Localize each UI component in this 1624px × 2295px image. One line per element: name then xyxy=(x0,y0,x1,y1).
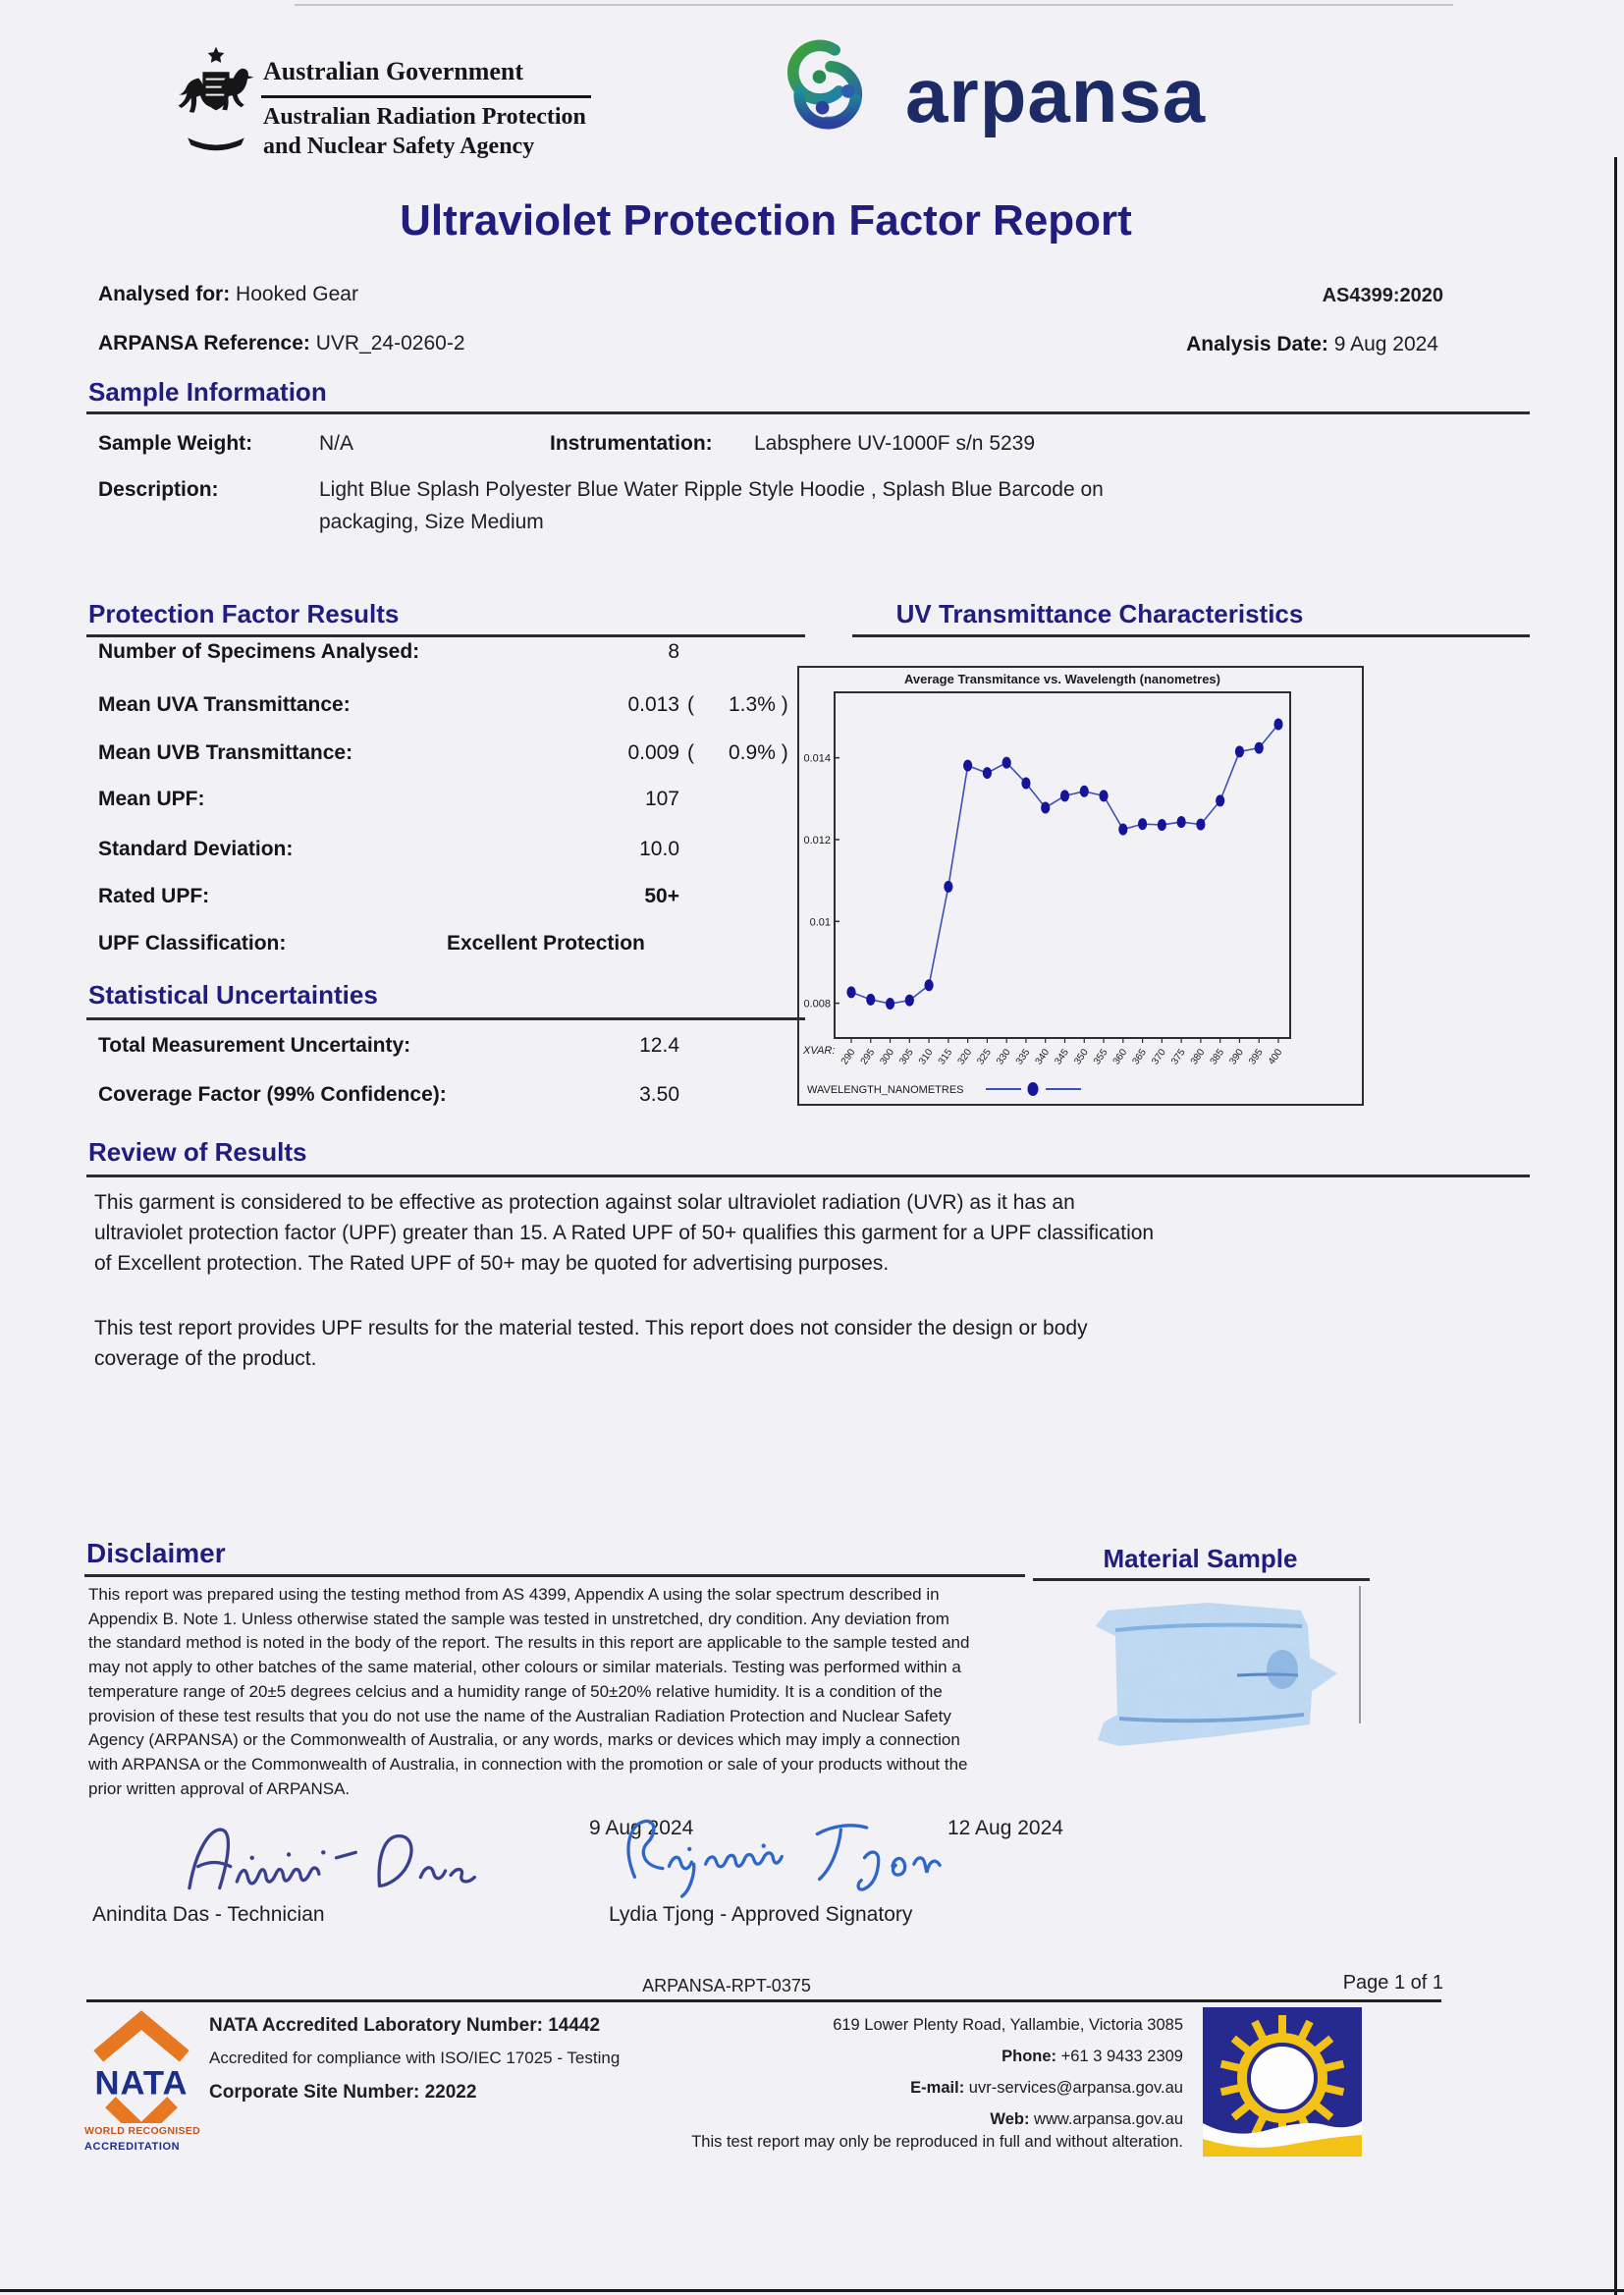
svg-text:290: 290 xyxy=(839,1047,858,1067)
nata-compliance: Accredited for compliance with ISO/IEC 17025 - Testing xyxy=(209,2049,621,2067)
nata-logo xyxy=(86,2009,196,2123)
svg-text:NATA: NATA xyxy=(94,2064,189,2103)
arpansa-sun-logo xyxy=(1203,2007,1362,2157)
result-label: UPF Classification: xyxy=(98,932,287,955)
scan-edge-top xyxy=(295,4,1453,6)
disclaimer-underline xyxy=(84,1574,1025,1577)
uncertainty-value: 3.50 xyxy=(639,1083,679,1106)
email-value: uvr-services@arpansa.gov.au xyxy=(968,2079,1183,2097)
gov-divider xyxy=(261,95,591,98)
svg-text:305: 305 xyxy=(897,1047,916,1067)
reference-label: ARPANSA Reference: xyxy=(98,332,310,355)
svg-text:350: 350 xyxy=(1072,1047,1091,1067)
result-value: 8 xyxy=(668,640,679,663)
description-label: Description: xyxy=(98,478,219,501)
sample-information-underline xyxy=(86,411,1530,414)
result-value: 0.009 xyxy=(627,741,679,764)
result-value: 0.013 xyxy=(627,693,679,716)
review-paragraph-2: This test report provides UPF results for the material tested. This report does not consider the design or body coverage of the product. xyxy=(94,1317,1088,1370)
svg-text:310: 310 xyxy=(916,1047,936,1067)
review-paragraph-1: This garment is considered to be effective as protection against solar ultraviolet radiation (UVR) as it has an ultraviolet protection factor (UPF) greater than 15. A Rated UPF of 50+ qualifies this garment for a UPF classification of Excellent protection. The Rated UPF of 50+ may be quoted for advertising purposes. xyxy=(94,1191,1155,1275)
material-sample-underline xyxy=(1033,1578,1370,1581)
chart-section-heading: UV Transmittance Characteristics xyxy=(895,599,1304,628)
result-label: Rated UPF: xyxy=(98,885,210,907)
footer-divider xyxy=(86,1999,1441,2002)
svg-text:300: 300 xyxy=(878,1047,897,1067)
nata-world-recognised-text: WORLD RECOGNISED xyxy=(84,2125,200,2137)
material-sample-swatch xyxy=(1090,1597,1357,1764)
svg-text:390: 390 xyxy=(1227,1047,1246,1067)
page-indicator: Page 1 of 1 xyxy=(1342,1972,1443,1994)
svg-text:360: 360 xyxy=(1110,1047,1130,1067)
svg-text:345: 345 xyxy=(1053,1047,1071,1067)
phone-label: Phone: xyxy=(1001,2048,1057,2065)
scan-edge-bottom xyxy=(0,2289,1624,2292)
uncertainty-value: 12.4 xyxy=(639,1034,679,1057)
svg-text:325: 325 xyxy=(975,1047,994,1067)
signature-date-approved: 12 Aug 2024 xyxy=(947,1817,1063,1839)
agency-name-line2: and Nuclear Safety Agency xyxy=(263,134,535,159)
page-title: Ultraviolet Protection Factor Report xyxy=(400,196,1132,245)
svg-text:320: 320 xyxy=(955,1047,975,1067)
phone-value: +61 3 9433 2309 xyxy=(1060,2048,1183,2065)
svg-text:Average Transmitance vs. Wavel: Average Transmitance vs. Wavelength (nanometres) xyxy=(904,672,1220,686)
uncertainty-label: Total Measurement Uncertainty: xyxy=(98,1034,411,1057)
nata-lab-number: NATA Accredited Laboratory Number: 14442 xyxy=(209,2015,601,2036)
chart-section-underline xyxy=(852,634,1530,637)
svg-text:365: 365 xyxy=(1130,1047,1150,1067)
agency-name-line1: Australian Radiation Protection xyxy=(263,104,586,130)
web-value: www.arpansa.gov.au xyxy=(1034,2110,1183,2128)
contact-web xyxy=(633,2104,1183,2135)
reference-value: UVR_24-0260-2 xyxy=(315,332,465,355)
result-label: Mean UVA Transmittance: xyxy=(98,693,351,716)
analysis-date-value: 9 Aug 2024 xyxy=(1333,333,1438,355)
svg-text:400: 400 xyxy=(1266,1047,1285,1067)
nata-accreditation-text: ACCREDITATION xyxy=(84,2141,181,2153)
gov-title: Australian Government xyxy=(263,57,524,85)
contact-block xyxy=(633,2009,1183,2135)
results-underline xyxy=(86,634,805,637)
uncertainties-heading: Statistical Uncertainties xyxy=(88,980,378,1010)
svg-text:WAVELENGTH_NANOMETRES: WAVELENGTH_NANOMETRES xyxy=(807,1084,964,1096)
arpansa-swirl-icon xyxy=(768,31,893,155)
svg-text:335: 335 xyxy=(1013,1047,1033,1067)
svg-text:315: 315 xyxy=(936,1047,955,1067)
svg-text:0.014: 0.014 xyxy=(803,752,831,765)
result-label: Number of Specimens Analysed: xyxy=(98,640,420,663)
scan-scratch-line xyxy=(1359,1586,1361,1723)
result-extra: ( 1.3% ) xyxy=(687,693,788,716)
document-number: ARPANSA-RPT-0375 xyxy=(642,1976,811,1995)
svg-text:0.008: 0.008 xyxy=(803,998,831,1011)
result-value: Excellent Protection xyxy=(447,932,645,955)
result-value: 50+ xyxy=(644,885,679,907)
svg-text:0.01: 0.01 xyxy=(809,916,831,929)
contact-address: 619 Lower Plenty Road, Yallambie, Victoria 3085 xyxy=(833,2016,1183,2034)
signature-date-technician: 9 Aug 2024 xyxy=(589,1817,694,1839)
svg-text:395: 395 xyxy=(1247,1047,1266,1067)
svg-text:355: 355 xyxy=(1091,1047,1110,1067)
web-label: Web: xyxy=(990,2110,1030,2128)
reference-row xyxy=(98,332,465,355)
svg-text:380: 380 xyxy=(1188,1047,1208,1067)
svg-text:340: 340 xyxy=(1033,1047,1053,1067)
sample-weight-label: Sample Weight: xyxy=(98,432,253,455)
result-label: Mean UPF: xyxy=(98,788,205,810)
disclaimer-text: This report was prepared using the testing method from AS 4399, Appendix A using the solar spectrum described in Appendix B. Note 1. Unless otherwise stated the sample was tested in unstretched, dry condition. Any deviation from the standard method is noted in the body of the report. The results in this report are applicable to the sample tested and may not apply to other batches of the same material, other colours or similar materials. Testing was performed within a temperature range of 20±5 degrees celcius and a humidity range of 50±20% relative humidity. It is a condition of the provision of these test results that you do not use the name of the Australian Radiation Protection and Nuclear Safety Agency (ARPANSA) or the Commonwealth of Australia, or any words, marks or devices which may imply a connection with ARPANSA or the Commonwealth of Australia, in connection with the promotion or sale of your products without the prior written approval of ARPANSA. xyxy=(88,1585,970,1798)
result-label: Mean UVB Transmittance: xyxy=(98,741,353,764)
description-line1: Light Blue Splash Polyester Blue Water Ripple Style Hoodie , Splash Blue Barcode on xyxy=(319,478,1104,501)
sample-weight-value: N/A xyxy=(319,432,354,455)
result-value: 10.0 xyxy=(639,838,679,860)
nata-site-number: Corporate Site Number: 22022 xyxy=(209,2082,477,2103)
scan-edge-right xyxy=(1614,157,1617,2295)
analysed-for-label: Analysed for: xyxy=(98,283,231,305)
email-label: E-mail: xyxy=(910,2079,965,2097)
australian-coat-of-arms xyxy=(169,29,263,179)
standard-code: AS4399:2020 xyxy=(1322,285,1443,306)
reproduction-note: This test report may only be reproduced in full and without alteration. xyxy=(691,2133,1183,2151)
sample-information-heading: Sample Information xyxy=(88,377,327,407)
signatory-name-approved: Lydia Tjong - Approved Signatory xyxy=(609,1903,913,1926)
disclaimer-heading: Disclaimer xyxy=(86,1538,226,1568)
results-heading: Protection Factor Results xyxy=(88,599,400,628)
result-label: Standard Deviation: xyxy=(98,838,294,860)
instrumentation-value: Labsphere UV-1000F s/n 5239 xyxy=(754,432,1036,455)
signature-approved-signatory xyxy=(607,1809,950,1903)
svg-text:XVAR:: XVAR: xyxy=(803,1045,836,1057)
signatory-name-technician: Anindita Das - Technician xyxy=(92,1903,325,1926)
transmittance-line-chart xyxy=(799,668,1362,1104)
result-value: 107 xyxy=(644,788,679,810)
analysis-date-row xyxy=(1046,333,1438,356)
result-extra: ( 0.9% ) xyxy=(687,741,788,764)
review-heading: Review of Results xyxy=(88,1137,307,1167)
signature-technician xyxy=(120,1817,542,1903)
svg-text:330: 330 xyxy=(995,1047,1013,1067)
instrumentation-label: Instrumentation: xyxy=(550,432,713,455)
contact-phone xyxy=(633,2041,1183,2072)
analysis-date-label: Analysis Date: xyxy=(1186,333,1328,355)
material-sample-heading: Material Sample xyxy=(1103,1544,1298,1573)
svg-text:370: 370 xyxy=(1150,1047,1168,1067)
arpansa-wordmark: arpansa xyxy=(905,52,1207,138)
svg-text:375: 375 xyxy=(1169,1047,1188,1067)
svg-text:385: 385 xyxy=(1208,1047,1227,1067)
uv-transmittance-chart xyxy=(797,666,1364,1106)
uncertainty-label: Coverage Factor (99% Confidence): xyxy=(98,1083,447,1106)
svg-text:0.012: 0.012 xyxy=(803,834,831,847)
review-underline xyxy=(86,1175,1530,1177)
contact-email xyxy=(633,2072,1183,2104)
svg-text:295: 295 xyxy=(858,1047,878,1067)
analysed-for-value: Hooked Gear xyxy=(236,283,358,305)
uncertainties-underline xyxy=(86,1017,805,1020)
description-line2: packaging, Size Medium xyxy=(319,511,544,533)
analysed-for-row xyxy=(98,283,358,306)
